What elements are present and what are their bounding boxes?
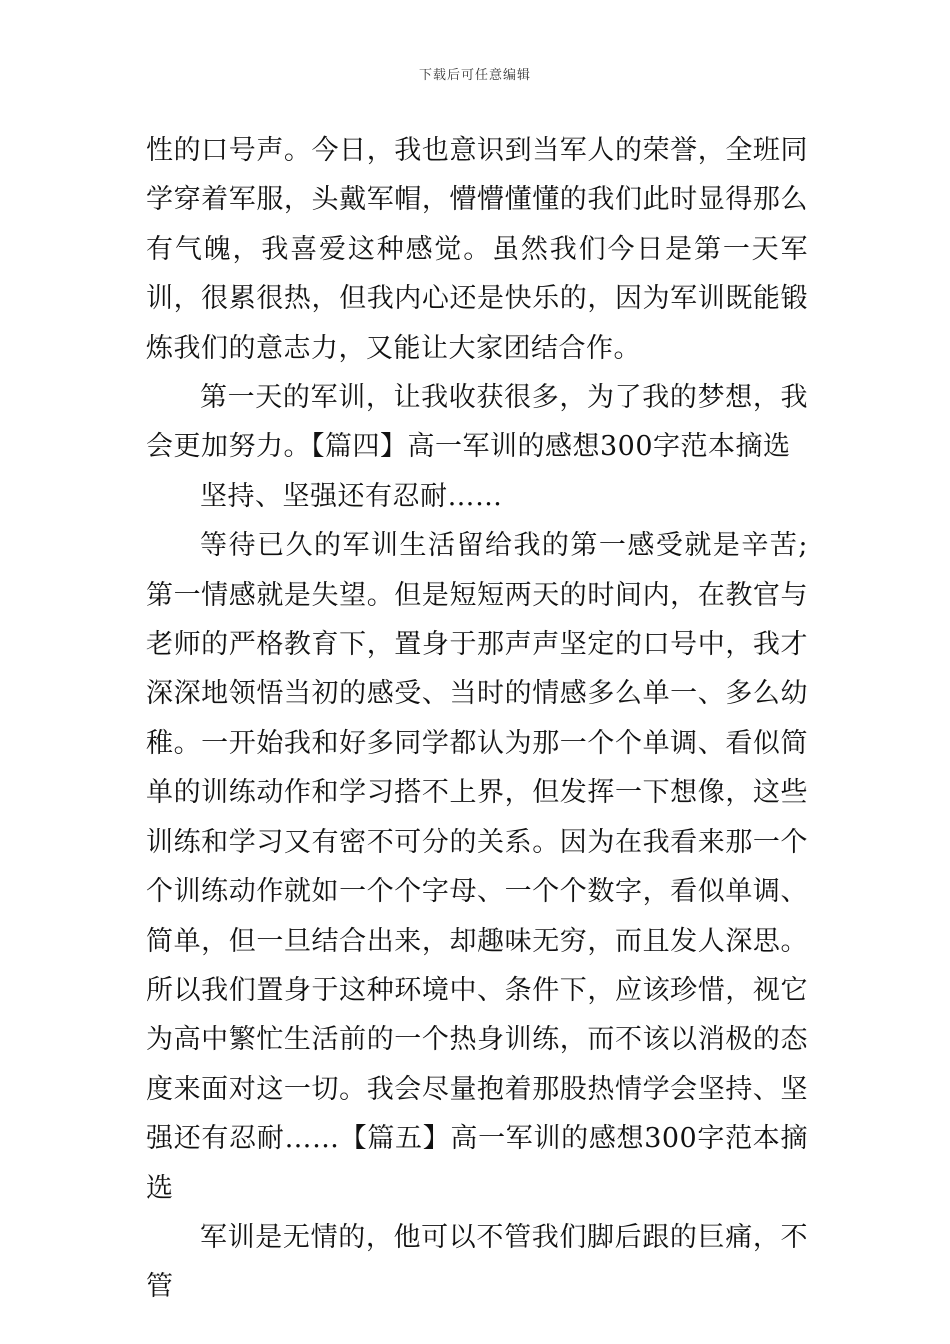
document-body: [146, 126, 808, 1312]
page-header: 下载后可任意编辑: [418, 68, 531, 83]
paragraph-persistence: 坚持、坚强还有忍耐……: [200, 480, 503, 512]
paragraph-continuation: 性的口号声。今日，我也意识到当军人的荣誉，全班同学穿着军服，头戴军帽，懵懵懂懂的我们此时显得那么有气魄，我喜爱这种感觉。虽然我们今日是第一天军训，很累很热，但我内心还是快乐的，因为军训既能锻炼我们的意志力，又能让大家团结合作。: [146, 135, 808, 364]
paragraph-ruthless: 军训是无情的，他可以不管我们脚后跟的巨痛，不管: [146, 1221, 808, 1303]
paragraph-long-awaited: 等待已久的军训生活留给我的第一感受就是辛苦;第一情感就是失望。但是短短两天的时间内，在教官与老师的严格教育下，置身于那声声坚定的口号中，我才深深地领悟当初的感受、当时的情感多么单一、多么幼稚。一开始我和好多同学都认为那一个个单调、看似简单的训练动作和学习搭不上界，但发挥一下想像，这些训练和学习又有密不可分的关系。因为在我看来那一个个训练动作就如一个个字母、一个个数字，看似单调、简单，但一旦结合出来，却趣味无穷，而且发人深思。所以我们置身于这种环境中、条件下，应该珍惜，视它为高中繁忙生活前的一个热身训练，而不该以消极的态度来面对这一切。我会尽量抱着那股热情学会坚持、坚强还有忍耐……【篇五】高一军训的感想300字范本摘选: [146, 530, 808, 1204]
paragraph-first-day: 第一天的军训，让我收获很多，为了我的梦想，我会更加努力。【篇四】高一军训的感想300字范本摘选: [146, 382, 808, 463]
